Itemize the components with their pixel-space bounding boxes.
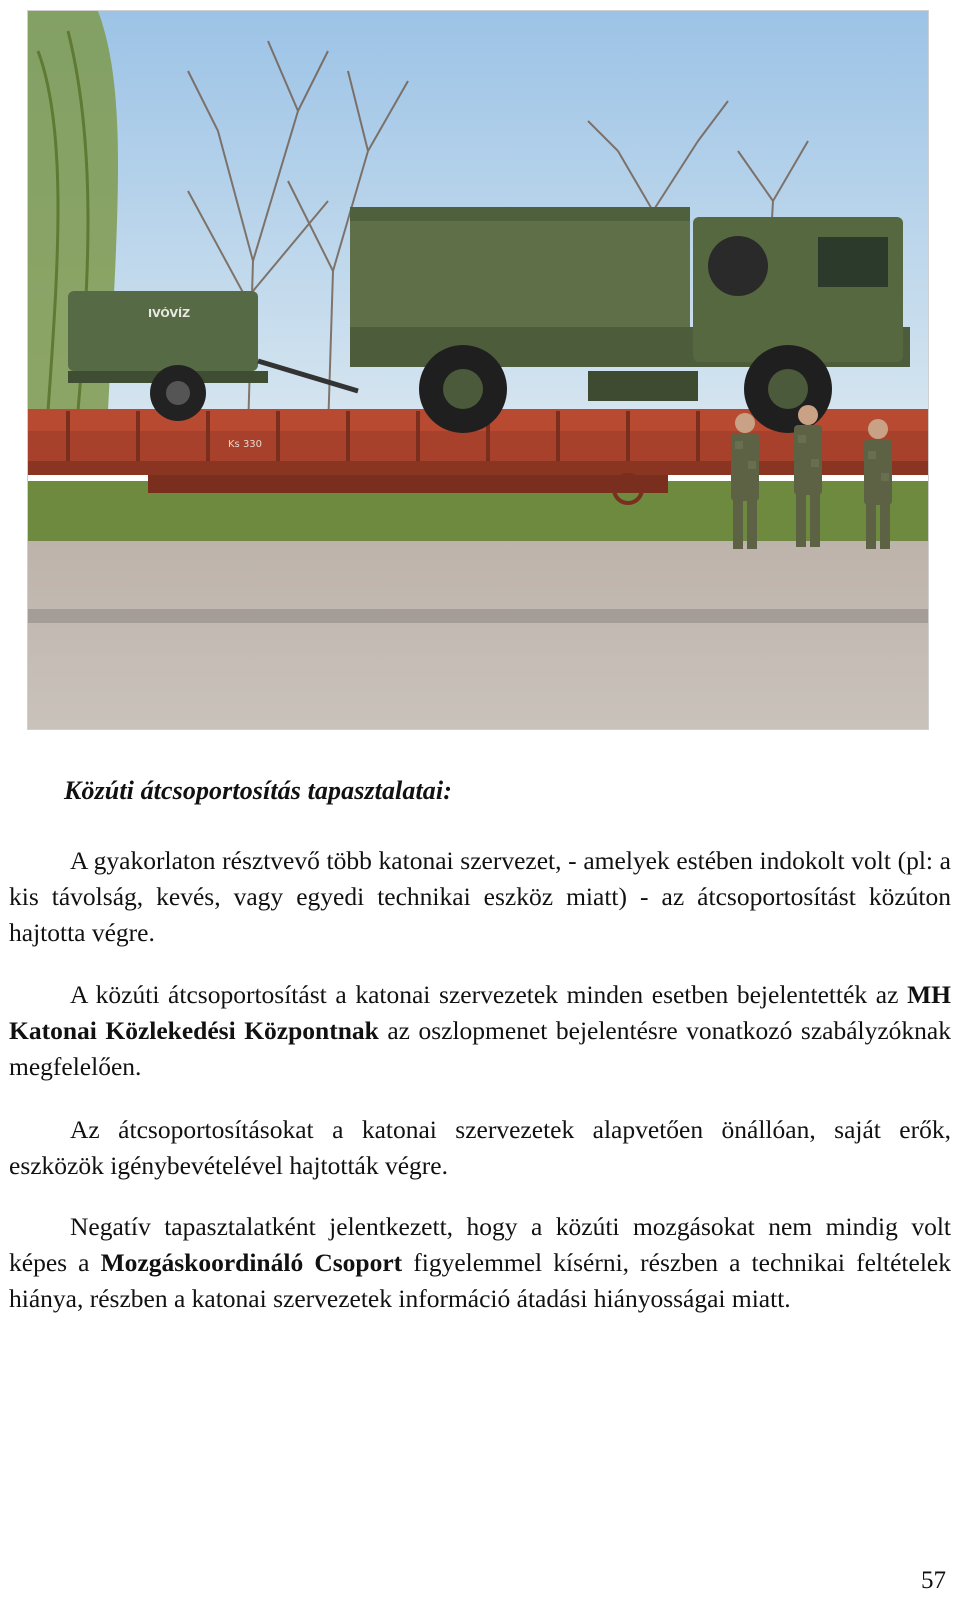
paragraph-4 <box>9 1209 951 1317</box>
svg-text:Ks 330: Ks 330 <box>228 439 263 450</box>
section-heading: Közúti átcsoportosítás tapasztalatai: <box>64 776 452 805</box>
paragraph-2-text-before: A közúti átcsoportosítást a katonai szervezetek minden esetben bejelentették az <box>70 980 908 1009</box>
road <box>28 541 928 729</box>
paragraph-2-bold: MH Katonai Közlekedési Központnak <box>9 980 951 1045</box>
paragraph-4-text-before: Negatív tapasztalatként jelentkezett, hogy a közúti mozgásokat nem mindig volt képes a <box>9 1212 951 1277</box>
paragraph-1: A gyakorlaton résztvevő több katonai szervezet, - amelyek estében indokolt volt (pl: a kis távolság, kevés, vagy egyedi technikai eszköz miatt) - az átcsoportosítást közúton hajtotta végre. <box>9 846 951 947</box>
page-number: 57 <box>921 1567 946 1594</box>
paragraph-4-bold: Mozgáskoordináló Csoport <box>100 1248 403 1277</box>
paragraph-3: Az átcsoportosításokat a katonai szervezetek alapvetően önállóan, saját erők, eszközök igénybevételével hajtották végre. <box>9 1115 951 1180</box>
military-truck <box>350 207 910 433</box>
paragraph-2 <box>9 977 951 1085</box>
military-transport-photo <box>27 10 929 730</box>
svg-text:IVÓVÍZ: IVÓVÍZ <box>148 307 191 320</box>
paragraph-2-text-after: az oszlopmenet bejelentésre vonatkozó szabályzóknak megfelelően. <box>9 1016 951 1081</box>
paragraph-4-text-after: figyelemmel kísérni, részben a technikai feltételek hiánya, részben a katonai szervezetek információ átadási hiányosságai miatt. <box>9 1248 951 1313</box>
